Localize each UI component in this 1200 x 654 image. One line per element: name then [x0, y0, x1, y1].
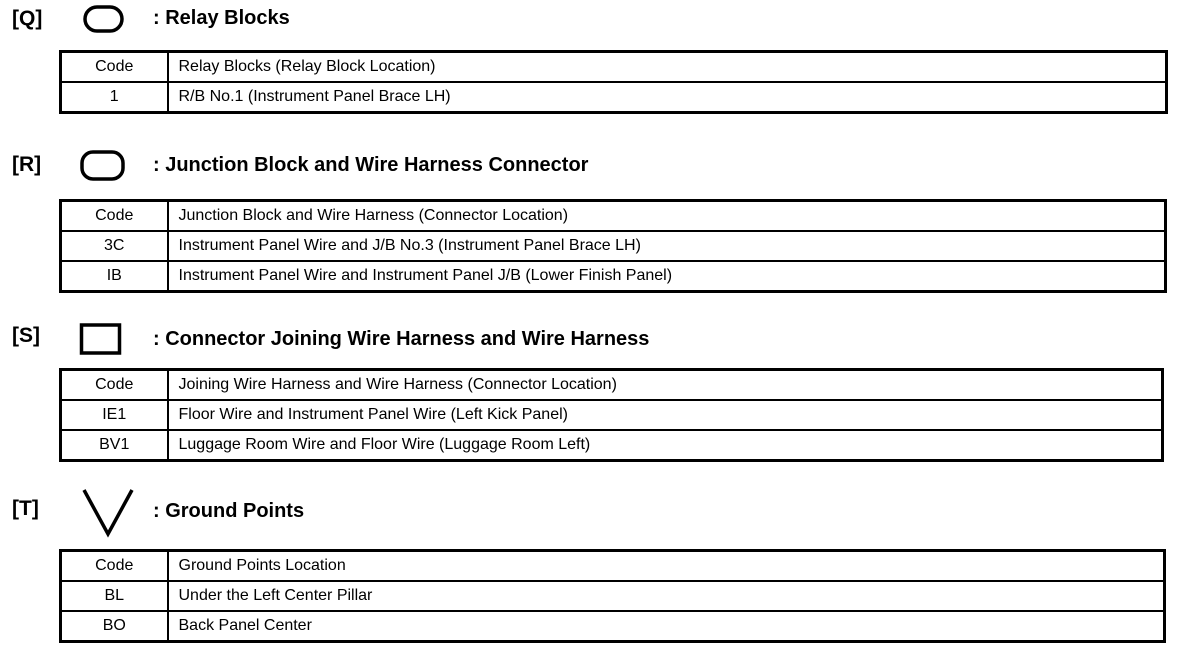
- ground-points-table: [59, 549, 1166, 643]
- table-row: [61, 261, 1166, 292]
- section-letter: [S]: [12, 324, 40, 347]
- table-header-row: [61, 551, 1165, 582]
- triangle-down-icon: [80, 486, 138, 540]
- code-header: Code: [61, 201, 168, 232]
- section-letter: [R]: [12, 153, 42, 176]
- table-row: [61, 400, 1163, 430]
- section-title: : Relay Blocks: [153, 7, 290, 29]
- rounded-rectangle-icon: [79, 149, 127, 183]
- relay-blocks-table: [59, 50, 1168, 114]
- code-header: Code: [61, 52, 168, 83]
- table-row: [61, 82, 1167, 113]
- connector-joining-table: [59, 368, 1164, 462]
- code-header: Code: [61, 370, 168, 401]
- table-header-row: [61, 52, 1167, 83]
- table-row: [61, 231, 1166, 261]
- table-row: [61, 430, 1163, 461]
- location-header: Relay Blocks (Relay Block Location): [168, 52, 1167, 83]
- code-cell: IB: [61, 261, 168, 292]
- code-header: Code: [61, 551, 168, 582]
- section-letter: [Q]: [12, 7, 43, 30]
- location-cell: Instrument Panel Wire and J/B No.3 (Instrument Panel Brace LH): [168, 231, 1166, 261]
- table-header-row: [61, 201, 1166, 232]
- location-cell: Back Panel Center: [168, 611, 1165, 642]
- section-letter: [T]: [12, 497, 39, 520]
- location-header: Junction Block and Wire Harness (Connector Location): [168, 201, 1166, 232]
- location-header: Ground Points Location: [168, 551, 1165, 582]
- table-header-row: [61, 370, 1163, 401]
- table-row: [61, 611, 1165, 642]
- rounded-oval-icon: [82, 4, 126, 34]
- junction-block-table: [59, 199, 1167, 293]
- code-cell: 3C: [61, 231, 168, 261]
- code-cell: IE1: [61, 400, 168, 430]
- section-title: : Ground Points: [153, 500, 305, 522]
- code-cell: BO: [61, 611, 168, 642]
- section-title: : Connector Joining Wire Harness and Wire Harness: [153, 328, 650, 350]
- square-icon: [79, 322, 123, 356]
- section-title: : Junction Block and Wire Harness Connector: [153, 154, 589, 176]
- location-header: Joining Wire Harness and Wire Harness (Connector Location): [168, 370, 1163, 401]
- code-cell: BL: [61, 581, 168, 611]
- location-cell: Under the Left Center Pillar: [168, 581, 1165, 611]
- code-cell: BV1: [61, 430, 168, 461]
- location-cell: R/B No.1 (Instrument Panel Brace LH): [168, 82, 1167, 113]
- location-cell: Luggage Room Wire and Floor Wire (Luggage Room Left): [168, 430, 1163, 461]
- location-cell: Instrument Panel Wire and Instrument Panel J/B (Lower Finish Panel): [168, 261, 1166, 292]
- location-cell: Floor Wire and Instrument Panel Wire (Left Kick Panel): [168, 400, 1163, 430]
- code-cell: 1: [61, 82, 168, 113]
- table-row: [61, 581, 1165, 611]
